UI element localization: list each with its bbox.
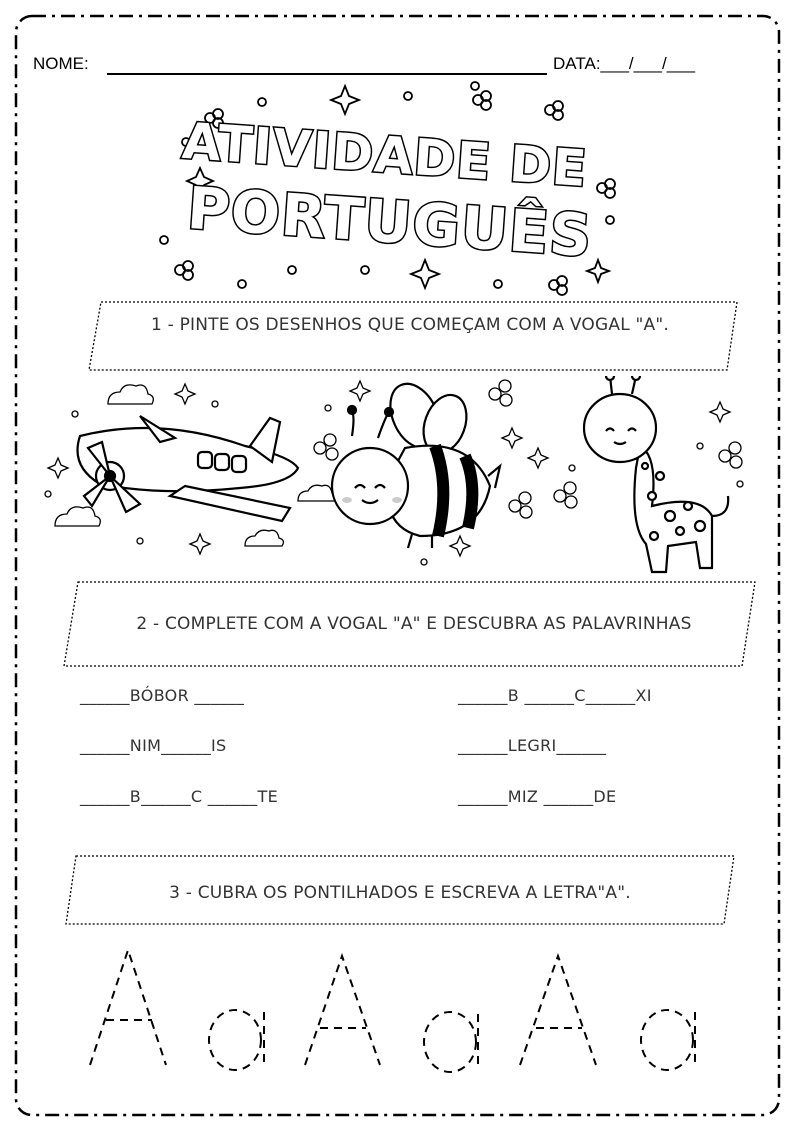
title-banner bbox=[150, 80, 630, 300]
giraffe-drawing bbox=[584, 376, 728, 572]
instruction-2: 2 - COMPLETE COM A VOGAL "A" E DESCUBRA AS PALAVRINHAS bbox=[136, 614, 692, 634]
tracing-uppercase-a-2 bbox=[305, 956, 380, 1065]
word-blank-right-1[interactable]: ______B ______C______XI bbox=[458, 686, 652, 705]
tracing-uppercase-a-3 bbox=[520, 956, 596, 1065]
date-label: DATA:___/___/___ bbox=[553, 54, 696, 73]
word-blank-right-3[interactable]: ______MIZ ______DE bbox=[458, 787, 617, 806]
airplane-drawing bbox=[78, 416, 299, 521]
bee-drawing bbox=[332, 376, 500, 548]
tracing-lowercase-a-2 bbox=[424, 1012, 478, 1072]
name-label: NOME: bbox=[33, 54, 89, 73]
tracing-uppercase-a-1 bbox=[90, 950, 166, 1065]
tracing-lowercase-a-1 bbox=[209, 1010, 264, 1070]
word-blank-right-2[interactable]: ______LEGRI______ bbox=[458, 736, 607, 755]
tracing-area[interactable] bbox=[80, 940, 720, 1090]
word-blank-left-1[interactable]: ______BÓBOR ______ bbox=[80, 686, 245, 705]
instruction-1: 1 - PINTE OS DESENHOS QUE COMEÇAM COM A VOGAL "A". bbox=[151, 315, 669, 335]
word-blank-left-2[interactable]: ______NIM______IS bbox=[80, 736, 227, 755]
tracing-lowercase-a-3 bbox=[641, 1010, 695, 1070]
word-blank-left-3[interactable]: ______B______C ______TE bbox=[80, 787, 279, 806]
instruction-3: 3 - CUBRA OS PONTILHADOS E ESCREVA A LETRA"A". bbox=[169, 883, 631, 903]
title-line1: ATIVIDADE DE bbox=[180, 111, 590, 199]
illustrations bbox=[40, 376, 760, 576]
name-line[interactable] bbox=[107, 73, 547, 75]
title-line2: PORTUGUÊS bbox=[185, 173, 595, 271]
